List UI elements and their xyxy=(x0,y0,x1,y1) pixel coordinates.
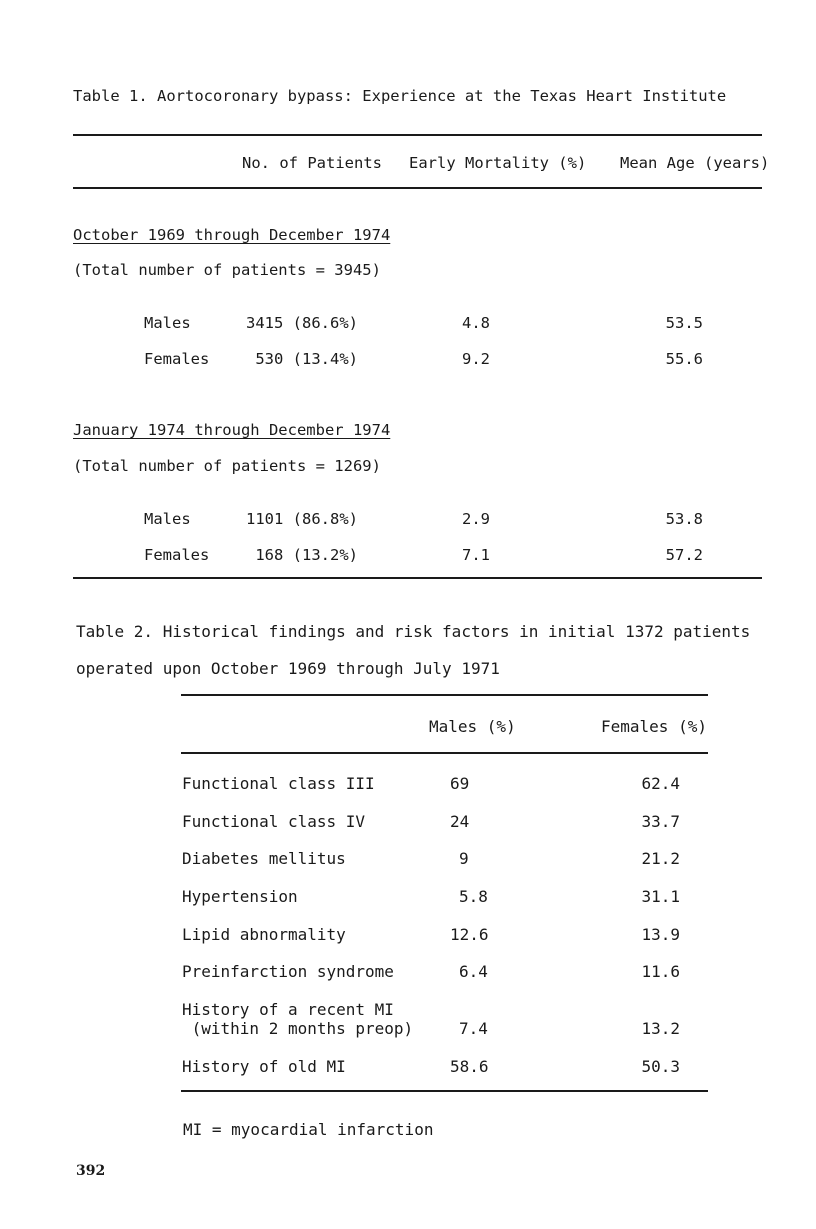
table1-row-patients: 1101 (86.8%) xyxy=(246,510,358,528)
table2-row-females: 21.2 xyxy=(641,849,680,868)
table1-period-title: January 1974 through December 1974 xyxy=(73,421,391,439)
table1-row-label: Females xyxy=(144,546,210,564)
table1-row-label: Males xyxy=(144,510,191,528)
table2-row-label: Hypertension xyxy=(182,887,298,906)
table1-row-patients: 3415 (86.6%) xyxy=(246,314,358,332)
table2-row-label: Diabetes mellitus xyxy=(182,849,346,868)
table2-row-males: 5.8 xyxy=(459,887,488,906)
table2-row-females: 13.2 xyxy=(641,1019,680,1038)
table2-bottom-rule xyxy=(181,1090,708,1092)
table1-row-mortality: 9.2 xyxy=(462,350,490,368)
table1-row-patients: 168 (13.2%) xyxy=(255,546,358,564)
table1-caption: Table 1. Aortocoronary bypass: Experience at the Texas Heart Institute xyxy=(73,87,727,105)
table2-row-label: History of a recent MI xyxy=(182,1000,394,1019)
table2-row-females: 33.7 xyxy=(641,812,680,831)
table2-caption-line2: operated upon October 1969 through July 1971 xyxy=(76,659,500,678)
table1-row-age: 57.2 xyxy=(665,546,703,564)
table1-header-mortality: Early Mortality (%) xyxy=(409,154,587,172)
table1-row-mortality: 2.9 xyxy=(462,510,490,528)
table2-row-males: 58.6 xyxy=(450,1057,489,1076)
table2-row-label-continued: (within 2 months preop) xyxy=(182,1019,414,1038)
table2-row-females: 31.1 xyxy=(641,887,680,906)
table2-row-label: History of old MI xyxy=(182,1057,346,1076)
table2-caption-line1: Table 2. Historical findings and risk factors in initial 1372 patients xyxy=(76,622,751,641)
table1-row-label: Males xyxy=(144,314,191,332)
table1-period-total: (Total number of patients = 1269) xyxy=(73,457,381,475)
table1-row-mortality: 7.1 xyxy=(462,546,490,564)
table2-row-females: 13.9 xyxy=(641,925,680,944)
table2-row-females: 50.3 xyxy=(641,1057,680,1076)
table2-footnote: MI = myocardial infarction xyxy=(183,1120,434,1139)
table1-row-patients: 530 (13.4%) xyxy=(255,350,358,368)
table1-row-mortality: 4.8 xyxy=(462,314,490,332)
table1-row-age: 55.6 xyxy=(665,350,703,368)
table1-row-age: 53.8 xyxy=(665,510,703,528)
table2-header-males: Males (%) xyxy=(429,717,516,736)
table2-row-label: Functional class III xyxy=(182,774,375,793)
table1-header-age: Mean Age (years) xyxy=(620,154,770,172)
table1-bottom-rule xyxy=(73,577,762,579)
table2-row-males: 7.4 xyxy=(459,1019,488,1038)
table1-header-patients: No. of Patients xyxy=(242,154,382,172)
table2-header-rule xyxy=(181,752,708,754)
table2-row-females: 11.6 xyxy=(641,962,680,981)
table1-row-label: Females xyxy=(144,350,210,368)
table1-row-age: 53.5 xyxy=(665,314,703,332)
table2-row-males: 9 xyxy=(459,849,469,868)
page-number: 392 xyxy=(76,1163,106,1179)
table2-row-males: 6.4 xyxy=(459,962,488,981)
table1-period-total: (Total number of patients = 3945) xyxy=(73,261,381,279)
table2-row-label: Preinfarction syndrome xyxy=(182,962,394,981)
table2-header-females: Females (%) xyxy=(601,717,707,736)
table2-row-males: 24 xyxy=(450,812,470,831)
table1-period-title: October 1969 through December 1974 xyxy=(73,226,391,244)
table2-row-males: 69 xyxy=(450,774,470,793)
table2-row-label: Functional class IV xyxy=(182,812,366,831)
table1-top-rule xyxy=(73,134,762,136)
table1-header-rule xyxy=(73,187,762,189)
table2-row-label: Lipid abnormality xyxy=(182,925,346,944)
table2-top-rule xyxy=(181,694,708,696)
table2-row-males: 12.6 xyxy=(450,925,489,944)
table2-row-females: 62.4 xyxy=(641,774,680,793)
